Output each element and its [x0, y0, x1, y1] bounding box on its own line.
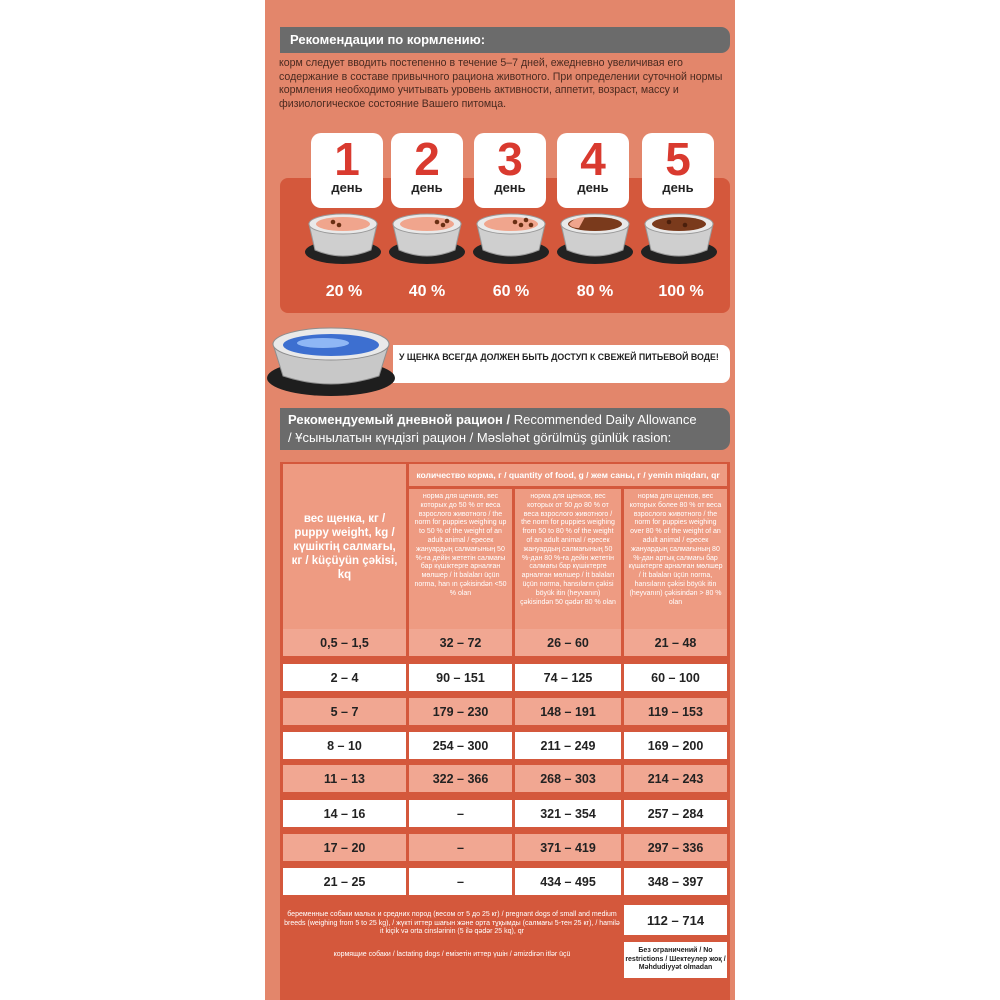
weight-cell: 5 – 7: [283, 698, 406, 725]
feeding-page: [265, 0, 735, 1000]
table-row: [283, 732, 727, 759]
day-card-5: [642, 133, 714, 208]
food-bowl-icon-2: [387, 206, 467, 268]
qty-cell: –: [409, 834, 512, 861]
feeding-recommendations-title: Рекомендации по кормлению:: [280, 27, 730, 53]
qty-cell: 214 – 243: [624, 765, 727, 792]
qty-cell: 179 – 230: [409, 698, 512, 725]
day-number: 4: [580, 133, 606, 185]
qty-cell: –: [409, 800, 512, 827]
weight-cell: 0,5 – 1,5: [283, 629, 406, 656]
day-card-1: [311, 133, 383, 208]
day-label: день: [494, 180, 526, 195]
table-row: [283, 765, 727, 792]
feeding-intro-text: корм следует вводить постепенно в течение 5–7 дней, ежедневно увеличивая его содержание в составе привычного рациона животного. При определении суточной нормы кормления необходимо учитывать уровень активности, аппетит, возраст, массу и физиологическое состояние Вашего питомца.: [279, 57, 723, 110]
weight-cell: 8 – 10: [283, 732, 406, 759]
pregnant-dogs-value: 112 – 714: [624, 905, 727, 935]
qty-cell: 371 – 419: [515, 834, 621, 861]
table-row: [283, 664, 727, 691]
day-label: день: [331, 180, 363, 195]
weight-cell: 17 – 20: [283, 834, 406, 861]
day-card-2: [391, 133, 463, 208]
qty-cell: 211 – 249: [515, 732, 621, 759]
qty-cell: 26 – 60: [515, 629, 621, 656]
sub-header-under-50: норма для щенков, вес которых до 50 % от веса взрослого животного / the norm for puppies weighing up to 50 % of the weight of an adult animal / ересек жануардың салмағының 50 %-ға дейін жететін салмағы бар күшіктерге арналған мөлшер / İt balaları üçün norma, han ın çəkisindən <50 % olan: [409, 489, 512, 630]
weight-cell: 11 – 13: [283, 765, 406, 792]
day-label: день: [411, 180, 443, 195]
qty-cell: 90 – 151: [409, 664, 512, 691]
table-row: [283, 800, 727, 827]
day-number: 1: [334, 133, 360, 185]
qty-cell: 21 – 48: [624, 629, 727, 656]
quantity-column-header: количество корма, г / quantity of food, g / жем саны, г / yemin miqdarı, qr: [409, 464, 727, 486]
day-label: день: [577, 180, 609, 195]
day-number: 5: [665, 133, 691, 185]
rda-title-english: Recommended Daily Allowance: [510, 412, 697, 427]
day-4-percent: 80 %: [576, 283, 614, 300]
day-number: 2: [414, 133, 440, 185]
day-5-percent: 100 %: [658, 283, 704, 300]
water-note-text: У ЩЕНКА ВСЕГДА ДОЛЖЕН БЫТЬ ДОСТУП К СВЕЖЕЙ ПИТЬЕВОЙ ВОДЕ!: [399, 352, 719, 362]
qty-cell: 321 – 354: [515, 800, 621, 827]
food-bowl-icon-4: [555, 206, 635, 268]
rda-title-line2: / Ұсынылатын күндізгі рацион / Məsləhət görülmüş günlük rasion:: [288, 430, 672, 445]
food-bowl-icon-1: [303, 206, 383, 268]
weight-cell: 2 – 4: [283, 664, 406, 691]
qty-cell: 32 – 72: [409, 629, 512, 656]
qty-cell: 268 – 303: [515, 765, 621, 792]
day-2-percent: 40 %: [408, 283, 446, 300]
qty-cell: 257 – 284: [624, 800, 727, 827]
food-bowl-icon-5: [639, 206, 719, 268]
table-row: [283, 834, 727, 861]
table-row: [283, 868, 727, 895]
qty-cell: 297 – 336: [624, 834, 727, 861]
qty-cell: 148 – 191: [515, 698, 621, 725]
day-number: 3: [497, 133, 523, 185]
qty-cell: 169 – 200: [624, 732, 727, 759]
qty-cell: 60 – 100: [624, 664, 727, 691]
weight-cell: 14 – 16: [283, 800, 406, 827]
rda-title: [280, 408, 730, 450]
sub-header-50-80: норма для щенков, вес которых от 50 до 80 % от веса взрослого животного / the norm for puppies weighing from 50 to 80 % of the weight of an adult animal / ересек жануардың салмағының 50 %-дан 80 %-ға дейін жететін салмағы бар күшіктерге арналған мөлшер / İt balaları üçün norma, hansıların çəkisi böyük itin (heyvanın) çəkisindən 50 qədər 80 % olan: [515, 489, 621, 630]
rda-title-bold: Рекомендуемый дневной рацион /: [288, 412, 511, 427]
weight-cell: 21 – 25: [283, 868, 406, 895]
day-1-percent: 20 %: [325, 283, 363, 300]
qty-cell: –: [409, 868, 512, 895]
qty-cell: 74 – 125: [515, 664, 621, 691]
day-3-percent: 60 %: [492, 283, 530, 300]
lactating-dogs-label: кормящие собаки / lactating dogs / емізетін иттер үшін / əmizdirən itlər üçü: [333, 950, 571, 958]
qty-cell: 434 – 495: [515, 868, 621, 895]
lactating-dogs-value: Без ограничений / No restrictions / Шектеулер жоқ / Məhdudiyyət olmadan: [624, 942, 727, 978]
water-bowl-icon: [265, 320, 400, 398]
pregnant-dogs-label: беременные собаки малых и средних пород (весом от 5 до 25 кг) / pregnant dogs of small and medium breeds (weighing from 5 to 25 kg), / жүкті иттер шағын және орта тұқымды (салмағы 5-тен 25 кг), / hamilə it kiçik və orta cinslərinin (5 ilə qədər 25 kq), qr: [284, 911, 620, 936]
sub-header-over-80: норма для щенков, вес которых более 80 % от веса взрослого животного / the norm for puppies weighing over 80 % of the weight of an adult animal / ересек жануардың салмағының 80 %-дан артық салмағы бар күшіктерге арналған мөлшер / İt balaları üçün norma, hansıların çəkisi böyük itin (heyvanın) çəkisindən > 80 % olan: [624, 489, 727, 630]
weight-column-header: вес щенка, кг / puppy weight, kg / күшіктің салмағы, кг / küçüyün çəkisi, kq: [283, 464, 406, 630]
day-card-3: [474, 133, 546, 208]
qty-cell: 254 – 300: [409, 732, 512, 759]
qty-cell: 348 – 397: [624, 868, 727, 895]
food-bowl-icon-3: [471, 206, 551, 268]
qty-cell: 322 – 366: [409, 765, 512, 792]
day-card-4: [557, 133, 629, 208]
table-row: [283, 629, 727, 656]
qty-cell: 119 – 153: [624, 698, 727, 725]
day-label: день: [662, 180, 694, 195]
table-row: [283, 698, 727, 725]
